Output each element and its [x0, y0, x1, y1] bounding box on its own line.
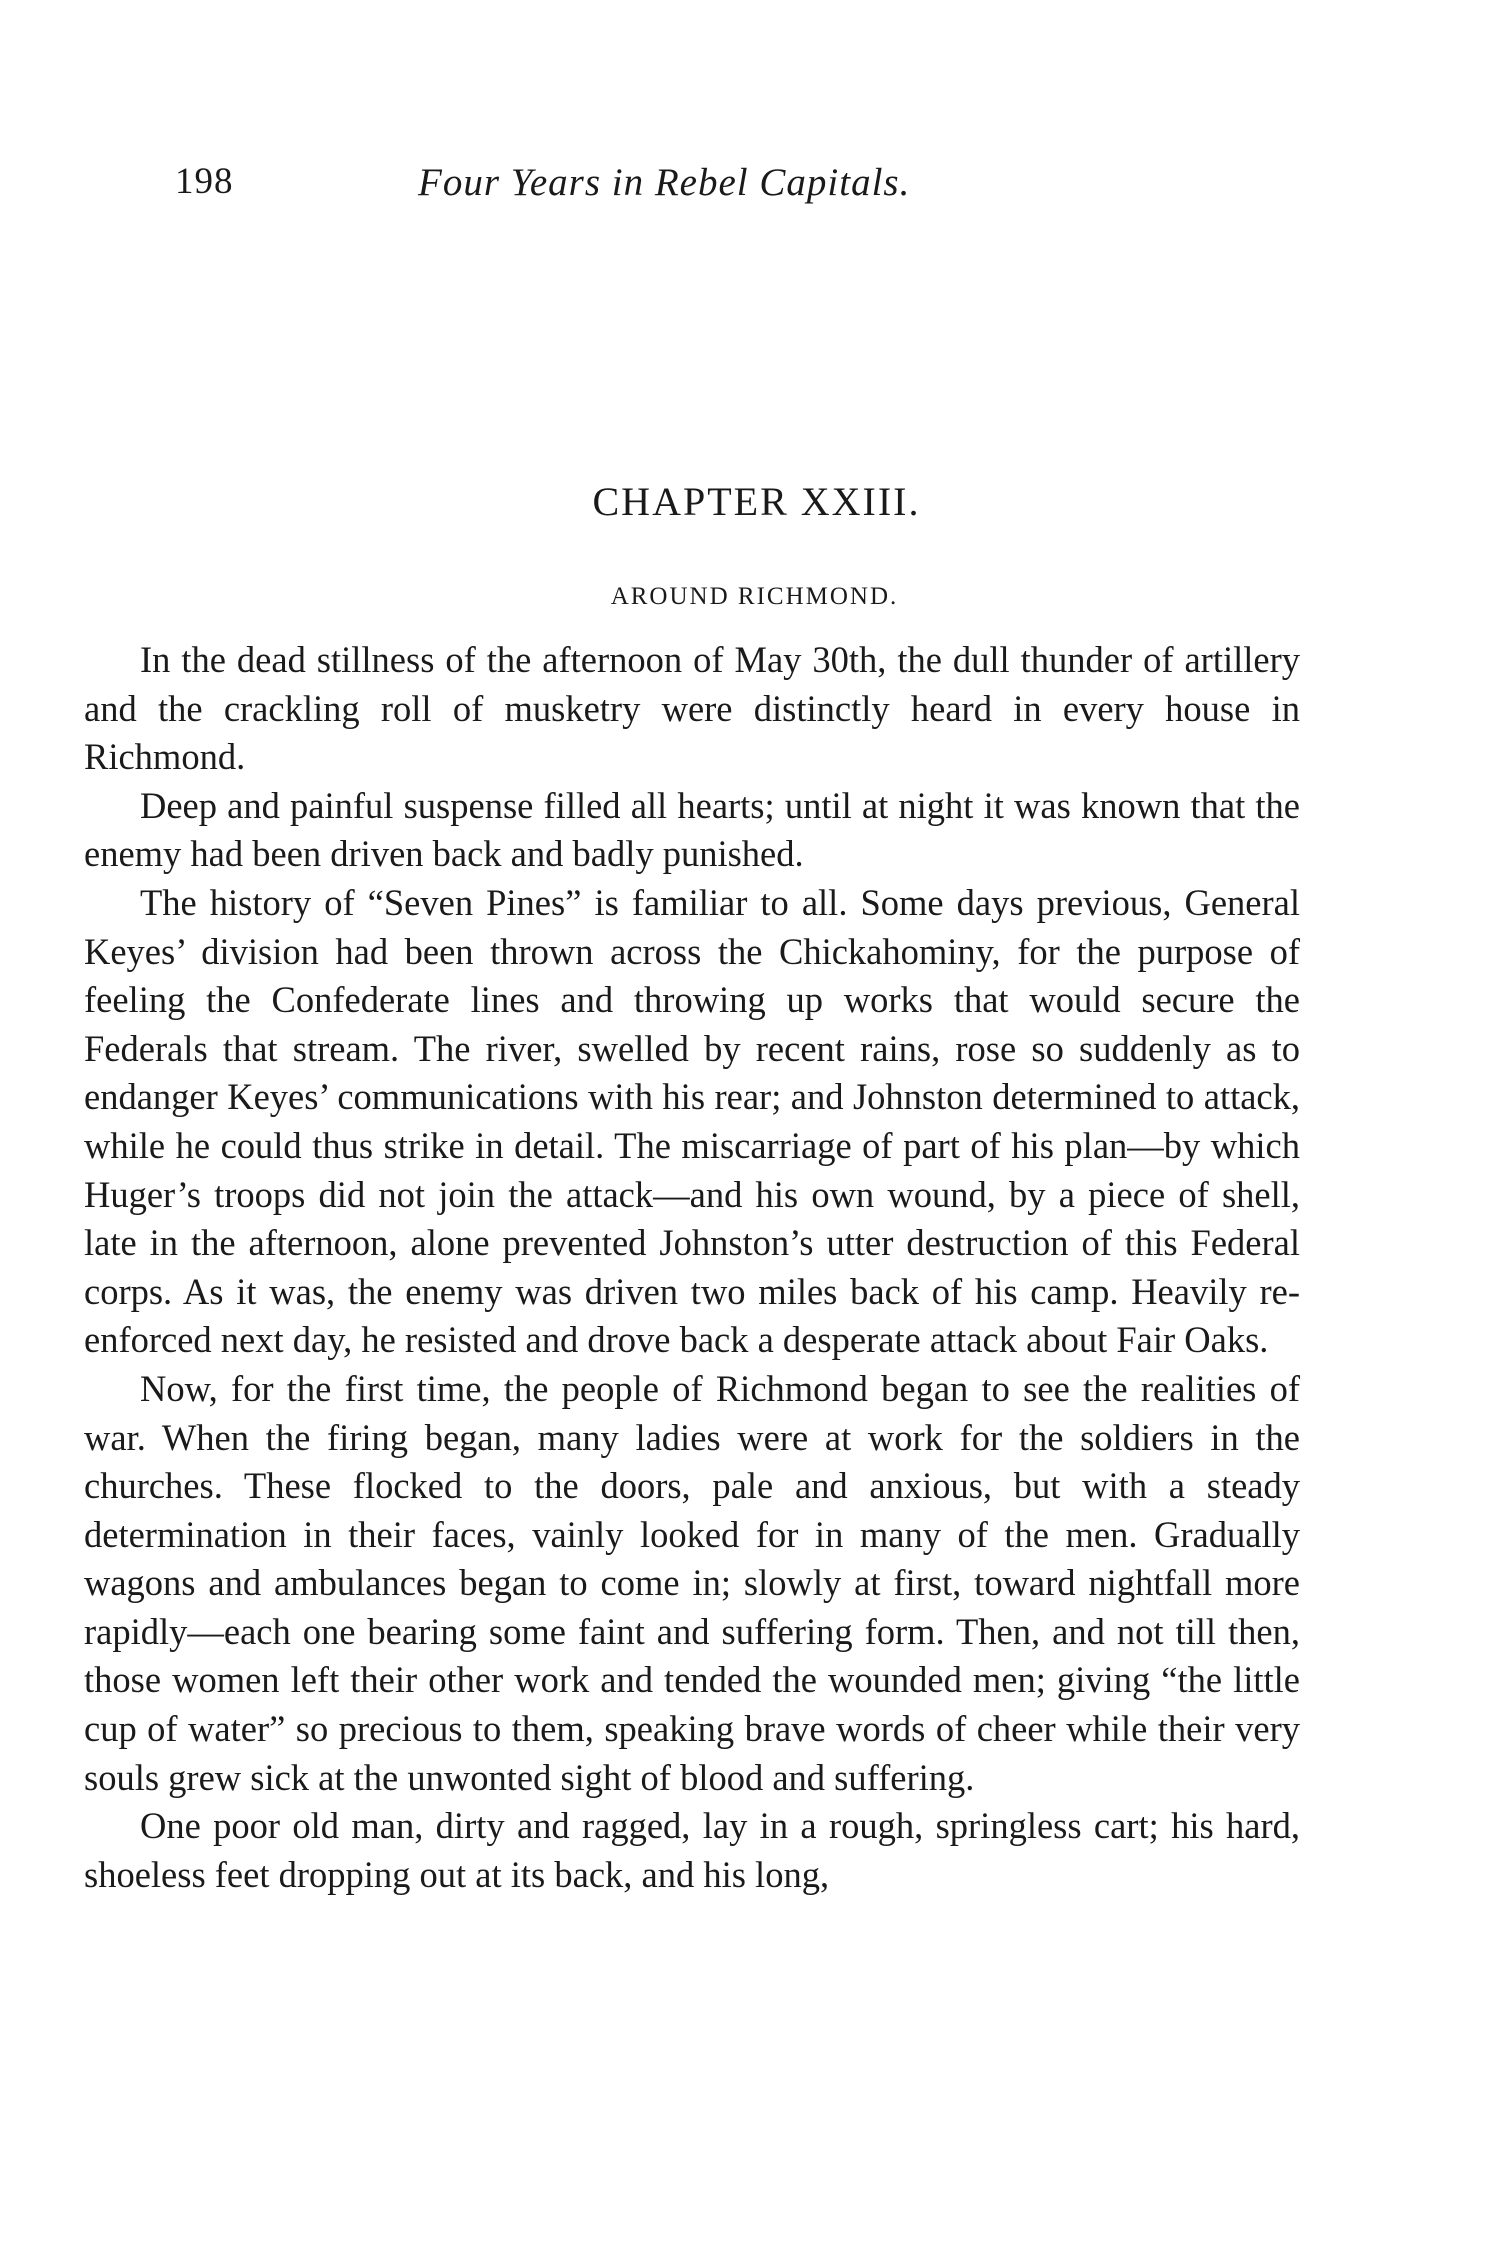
paragraph: One poor old man, dirty and ragged, lay in a rough, springless cart; his hard, shoeless feet dropping out at its back, and his long, — [84, 1805, 1300, 1895]
body-text — [84, 636, 1300, 1899]
running-title: Four Years in Rebel Capitals. — [418, 161, 911, 204]
chapter-subtitle: AROUND RICHMOND. — [610, 583, 899, 610]
paragraph: In the dead stillness of the afternoon of May 30th, the dull thunder of artillery and the crackling roll of musketry were distinctly heard in every house in Richmond. — [84, 639, 1300, 778]
paragraph: Deep and painful suspense filled all hearts; until at night it was known that the enemy had been driven back and badly punished. — [84, 784, 1300, 875]
page-number: 198 — [175, 161, 234, 202]
running-head — [0, 160, 1489, 210]
paragraph: Now, for the first time, the people of Richmond began to see the realities of war. When the firing began, many ladies were at work for the soldiers in the churches. These flocked to the doors, pale and anxious, but with a steady determination in their faces, vainly looked for in many of the men. Gradually wagons and ambulances began to come in; slowly at first, toward nightfall more rapidly—each one bearing some faint and suffering form. Then, and not till then, those women left their other work and tended the wounded men; giving “the little cup of water” so precious to them, speaking brave words of cheer while their very souls grew sick at the unwonted sight of blood and suffering. — [84, 1367, 1300, 1798]
chapter-heading: CHAPTER XXIII. — [592, 479, 921, 524]
paragraph: The history of “Seven Pines” is familiar to all. Some days previous, General Keyes’ division had been thrown across the Chickahominy, for the purpose of feeling the Confederate lines and throwing up works that would secure the Federals that stream. The river, swelled by recent rains, rose so suddenly as to endanger Keyes’ communications with his rear; and Johnston determined to attack, while he could thus strike in detail. The miscarriage of part of his plan—by which Huger’s troops did not join the attack—and his own wound, by a piece of shell, late in the afternoon, alone prevented Johnston’s utter destruction of this Federal corps. As it was, the enemy was driven two miles back of his camp. Heavily re-enforced next day, he resisted and drove back a desperate attack about Fair Oaks. — [84, 881, 1300, 1361]
